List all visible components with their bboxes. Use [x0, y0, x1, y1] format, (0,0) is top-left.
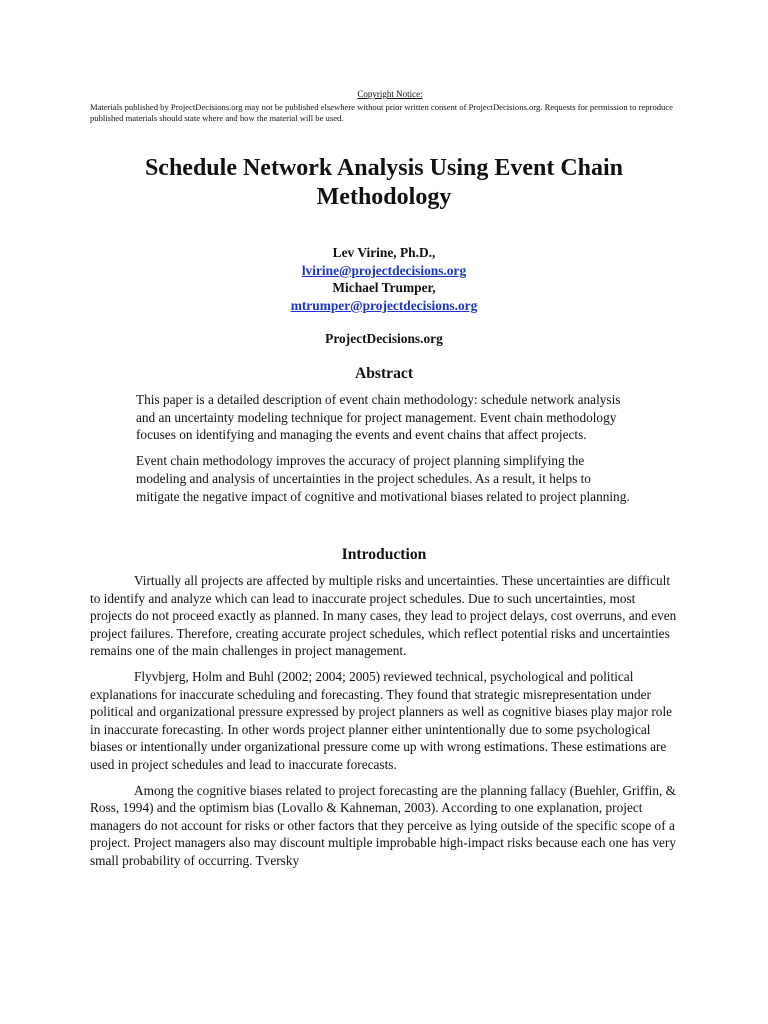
- copyright-notice-title: Copyright Notice:: [357, 89, 423, 99]
- author-name-2: Michael Trumper,: [332, 280, 436, 296]
- author-email-link-2[interactable]: mtrumper@projectdecisions.org: [290, 297, 478, 313]
- copyright-notice: [90, 89, 690, 125]
- author-block: [90, 244, 678, 314]
- organization: ProjectDecisions.org: [325, 331, 443, 346]
- introduction-paragraph-1: Virtually all projects are affected by multiple risks and uncertainties. These uncertainties are difficult to identify and analyze which can lead to inaccurate project schedules. Due to such uncertainties, most projects do not proceed exactly as planned. In many cases, they lead to project delays, cost overruns, and even project failures. Therefore, creating accurate project schedules, which reflect potential risks and uncertainties remains one of the main challenges in project management.: [90, 573, 677, 659]
- abstract-paragraph-2: Event chain methodology improves the accuracy of project planning simplifying the modeling and analysis of uncertainties in the project schedules. As a result, it helps to mitigate the negative impact of cognitive and motivational biases related to project planning.: [136, 453, 630, 504]
- paper-title: Schedule Network Analysis Using Event Chain Methodology: [144, 155, 624, 210]
- abstract-heading: Abstract: [354, 365, 414, 382]
- copyright-notice-body: Materials published by ProjectDecisions.org may not be published elsewhere without prior written consent of ProjectDecisions.org. Requests for permission to reproduce published materials should state where and how the material will be used.: [90, 101, 673, 123]
- introduction-section: [90, 572, 678, 878]
- author-email-link-1[interactable]: lvirine@projectdecisions.org: [301, 262, 467, 278]
- introduction-heading: Introduction: [341, 546, 427, 563]
- abstract-section: [136, 391, 636, 513]
- introduction-paragraph-3: Among the cognitive biases related to project forecasting are the planning fallacy (Buehler, Griffin, & Ross, 1994) and the optimism bias (Lovallo & Kahneman, 2003). According to one explanation, project managers do not account for risks or other factors that they perceive as lying outside of the specific scope of a project. Project managers also may discount multiple improbable high-impact risks because each one has very small probability of occurring. Tversky: [90, 782, 676, 868]
- introduction-paragraph-2: Flyvbjerg, Holm and Buhl (2002; 2004; 2005) reviewed technical, psychological and political explanations for inaccurate scheduling and forecasting. They found that strategic misrepresentation under political and organizational pressure expressed by project planners as well as cognitive biases play major role in inaccurate forecasting. In other words project planner either unintentionally due to some psychological biases or intentionally under organizational pressure come up with wrong estimations. These estimations are used in project schedules and lead to inaccurate forecasts.: [90, 668, 673, 772]
- abstract-paragraph-1: This paper is a detailed description of event chain methodology: schedule network analysis and an uncertainty modeling technique for project management. Event chain methodology focuses on identifying and managing the events and event chains that affect projects.: [136, 392, 621, 443]
- author-name-1: Lev Virine, Ph.D.,: [332, 245, 436, 260]
